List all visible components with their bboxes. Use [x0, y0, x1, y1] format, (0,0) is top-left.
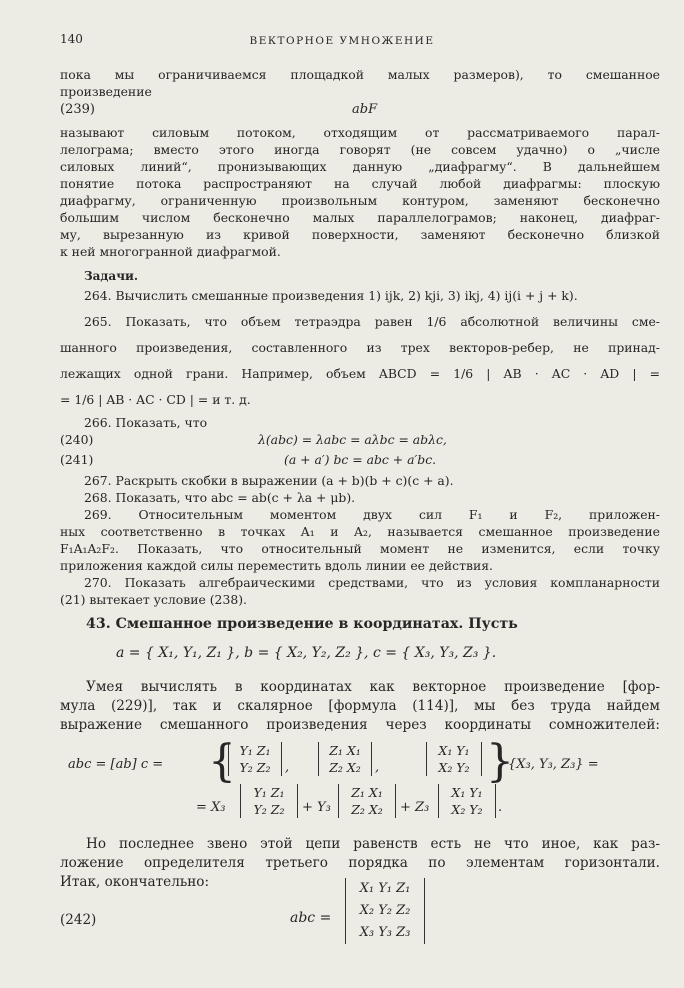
- tasks-title: Задачи.: [84, 269, 139, 283]
- cofactor-z3: + Z₃: [400, 800, 430, 815]
- eq240-label: (240): [60, 432, 94, 447]
- task-269: 269. Относительным моментом двух сил F₁ и F₂, приложен-: [84, 507, 660, 522]
- determinant-yz: Y₁ Z₁ Y₂ Z₂: [240, 784, 298, 818]
- intro-line: пока мы ограничиваемся площадкой малых размеров), то смешанное: [60, 67, 660, 82]
- determinant-yz: Y₁ Z₁ Y₂ Z₂: [228, 742, 282, 776]
- para3-line: Но последнее звено этой цепи равенств есть не что иное, как раз-: [86, 836, 660, 852]
- task-265: = 1/6 | AB · AC · CD | = и т. д.: [60, 392, 251, 407]
- determinant-zx: Z₁ X₁ Z₂ X₂: [338, 784, 396, 818]
- task-265: лежащих одной грани. Например, объем ABCD = 1/6 | AB · AC · AD | =: [60, 366, 660, 381]
- task-264: 264. Вычислить смешанные произведения 1) ijk, 2) kji, 3) ikj, 4) ij(i + j + k).: [84, 288, 578, 303]
- left-brace: {: [208, 736, 236, 787]
- para3-line: Итак, окончательно:: [60, 874, 210, 890]
- para3-line: ложение определителя третьего порядка по элементам горизонтали.: [60, 855, 660, 871]
- eq242-label: (242): [60, 912, 97, 928]
- para1-line: понятие потока распространяют на случай любой диафрагмы: плоскую: [60, 176, 660, 191]
- eq242-lhs: abc =: [290, 910, 332, 926]
- task-268: 268. Показать, что abc = ab(c + λa + μb).: [84, 490, 356, 505]
- para1-line: называют силовым потоком, отходящим от рассматриваемого парал-: [60, 125, 660, 140]
- comma: ,: [375, 760, 380, 775]
- page-number: 140: [60, 32, 83, 46]
- task-267: 267. Раскрыть скобки в выражении (a + b)(b + c)(c + a).: [84, 473, 454, 488]
- determinant-xy: X₁ Y₁ X₂ Y₂: [426, 742, 482, 776]
- right-brace: }: [486, 736, 514, 787]
- formula1-lhs: abc = [ab] c =: [68, 757, 164, 772]
- para1-line: диафрагму, ограниченную произвольным контуром, заменяют бесконечно: [60, 193, 660, 208]
- task-270: 270. Показать алгебраическими средствами, что из условия компланарности: [84, 575, 660, 590]
- eq239-formula: abF: [352, 102, 378, 117]
- para2-line: Умея вычислять в координатах как векторное произведение [фор-: [86, 679, 660, 695]
- task-265: 265. Показать, что объем тетраэдра равен 1/6 абсолютной величины сме-: [84, 314, 660, 329]
- task-269: ных соответственно в точках A₁ и A₂, называется смешанное произведение: [60, 524, 660, 539]
- task-270: (21) вытекает условие (238).: [60, 592, 247, 607]
- para1-line: большим числом бесконечно малых параллелограмов; наконец, диафраг-: [60, 210, 660, 225]
- cofactor-y3: + Y₃: [302, 800, 331, 815]
- eq241-label: (241): [60, 452, 94, 467]
- vectors-line: a = { X₁, Y₁, Z₁ }, b = { X₂, Y₂, Z₂ }, c = { X₃, Y₃, Z₃ }.: [116, 645, 497, 661]
- task-269: F₁A₁A₂F₂. Показать, что относительный момент не изменится, если точку: [60, 541, 660, 556]
- period: .: [498, 800, 503, 815]
- para1-line: лелограма; вместо этого иногда говорят (не совсем удачно) о „числе: [60, 142, 660, 157]
- eq241: (a + a′) bc = abc + a′bc.: [284, 452, 437, 467]
- eq239-label: (239): [60, 102, 95, 117]
- formula1-rhs: {X₃, Y₃, Z₃} =: [508, 757, 599, 772]
- para2-line: мула (229)], так и скалярное [формула (114)], мы без труда найдем: [60, 698, 660, 714]
- task-265: шанного произведения, составленного из трех векторов-ребер, не принад-: [60, 340, 660, 355]
- section-title: 43. Смешанное произведение в координатах. Пусть: [86, 616, 518, 632]
- task-269: приложения каждой силы переместить вдоль линии ее действия.: [60, 558, 493, 573]
- intro-line: произведение: [60, 84, 152, 99]
- eq240: λ(abc) = λabc = aλbc = abλc,: [258, 432, 447, 447]
- determinant-zx: Z₁ X₁ Z₂ X₂: [318, 742, 372, 776]
- cofactor-x3: = X₃: [196, 800, 226, 815]
- para2-line: выражение смешанного произведения через координаты сомножителей:: [60, 717, 660, 733]
- task-266: 266. Показать, что: [84, 415, 208, 430]
- running-title: ВЕКТОРНОЕ УМНОЖЕНИЕ: [249, 35, 435, 47]
- para1-line: силовых линий“, пронизывающих данную „диафрагму“. В дальнейшем: [60, 159, 660, 174]
- comma: ,: [285, 760, 290, 775]
- determinant-xy: X₁ Y₁ X₂ Y₂: [438, 784, 496, 818]
- para1-line: му, вырезанную из кривой поверхности, заменяют бесконечно близкой: [60, 227, 660, 242]
- para1-line: к ней многогранной диафрагмой.: [60, 244, 281, 259]
- determinant-3x3: X₁ Y₁ Z₁ X₂ Y₂ Z₂ X₃ Y₃ Z₃: [345, 878, 425, 944]
